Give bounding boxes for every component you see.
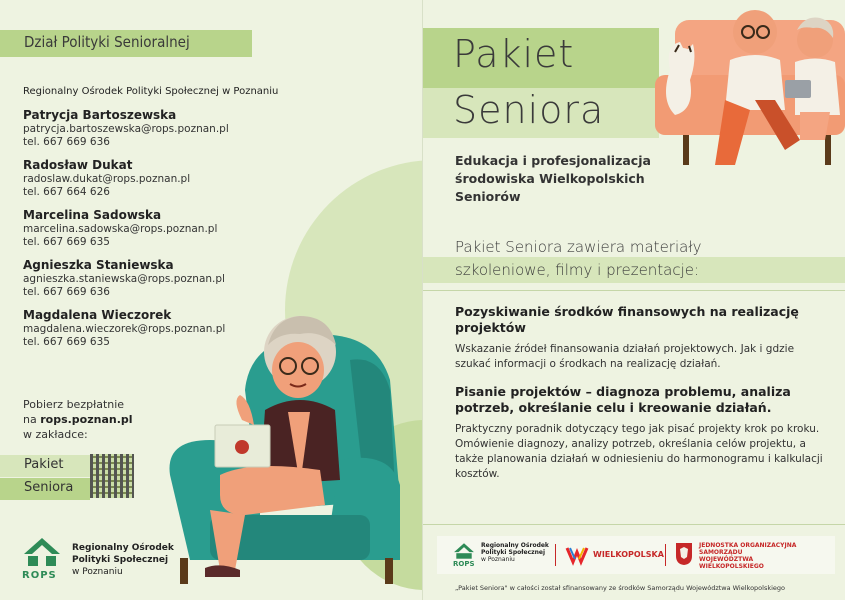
rops-logo-text [72,542,182,578]
subtitle: Edukacja i profesjonalizacja środowiska Wielkopolskich Seniorów [455,153,651,204]
contact-email[interactable]: agnieszka.staniewska@rops.poznan.pl [23,273,225,285]
rops-line3: w Poznaniu [72,567,123,577]
contact-name: Agnieszka Staniewska [23,258,174,272]
rops-line1: Regionalny Ośrodek [72,543,174,553]
jst-line3: WOJEWÓDZTWA [699,556,754,563]
download-prefix: na [23,413,41,426]
section-funding [455,304,825,372]
org-name: Regionalny Ośrodek Polityki Społecznej w Poznaniu [23,86,279,97]
footer-separator [555,544,556,566]
right-panel [423,0,845,600]
download-line3: w zakładce: [23,428,88,441]
coat-of-arms-icon [675,542,693,566]
footer-rops-line1: Regionalny Ośrodek [481,542,549,549]
page-title-line2: Seniora [453,88,605,132]
section-body: Praktyczny poradnik dotyczący tego jak pisać projekty krok po kroku. Omówienie diagnozy, analizy potrzeb, określania celów projektu, a także planowania działań w odniesieniu do harmonogramu i kalkulacji kosztów. [455,423,823,480]
dept-title: Dział Polityki Senioralnej [24,33,190,51]
pakiet-label: Pakiet [24,457,64,472]
footer-separator [665,544,666,566]
contact-name: Magdalena Wieczorek [23,308,172,322]
footer-rops-mark: ROPS [453,560,475,568]
contact-email[interactable]: marcelina.sadowska@rops.poznan.pl [23,223,218,235]
contact-email[interactable]: patrycja.bartoszewska@rops.poznan.pl [23,123,229,135]
rops-logo-icon [22,536,62,568]
contact-item [23,258,229,299]
divider [423,290,845,291]
jst-text [699,542,796,570]
section-body: Wskazanie źródeł finansowania działań projektowych. Jak i gdzie szukać informacji o środkach na realizację działań. [455,343,795,370]
jst-line1: JEDNOSTKA ORGANIZACYJNA [699,542,797,549]
contact-item [23,158,229,199]
jst-line4: WIELKOPOLSKIEGO [699,563,764,570]
intro-line2: szkoleniowe, filmy i prezentacje: [455,261,700,279]
wielkopolska-wordmark: WIELKOPOLSKA [593,550,664,559]
contact-email[interactable]: magdalena.wieczorek@rops.poznan.pl [23,323,226,335]
footer-rops-line2: Polityki Społecznej [481,549,546,556]
contact-name: Marcelina Sadowska [23,208,162,222]
footer-rops-line3: w Poznaniu [481,556,515,563]
left-panel [0,0,422,600]
contact-phone: tel. 667 669 635 [23,236,110,248]
seniors-couch-illustration [655,0,845,170]
rops-logo-icon [453,542,475,560]
jst-line2: SAMORZĄDU [699,549,743,556]
contact-name: Patrycja Bartoszewska [23,108,177,122]
contact-phone: tel. 667 669 636 [23,136,110,148]
section-heading: Pozyskiwanie środków finansowych na realizację projektów [455,304,799,335]
section-projects [455,384,825,482]
contact-phone: tel. 667 669 635 [23,336,110,348]
contact-phone: tel. 667 664 626 [23,186,110,198]
download-info [23,397,133,442]
intro-line1: Pakiet Seniora zawiera materiały [455,238,702,256]
wielkopolska-logo-icon [565,544,589,566]
rops-wordmark: ROPS [22,570,57,581]
funding-note: „Pakiet Seniora" w całości został sfinansowany ze środków Samorządu Województwa Wielkopolskiego [455,584,786,592]
download-line1: Pobierz bezpłatnie [23,398,125,411]
contact-item [23,208,229,249]
qr-code-icon[interactable] [90,454,134,498]
page-title-line1: Pakiet [453,32,575,76]
section-heading: Pisanie projektów – diagnoza problemu, analiza potrzeb, określanie celu i kreowanie działań. [455,384,791,415]
contact-email[interactable]: radoslaw.dukat@rops.poznan.pl [23,173,191,185]
footer-rops-text [481,542,549,563]
senior-armchair-illustration [150,300,420,590]
download-link[interactable]: rops.poznan.pl [40,413,133,426]
contact-phone: tel. 667 669 636 [23,286,110,298]
rops-line2: Polityki Społecznej [72,555,169,565]
footer-logos [437,536,835,574]
seniora-label: Seniora [24,480,74,495]
intro-text [455,236,701,282]
contact-item [23,108,229,149]
contact-name: Radosław Dukat [23,158,133,172]
download-line2 [23,412,133,427]
divider [423,524,845,525]
